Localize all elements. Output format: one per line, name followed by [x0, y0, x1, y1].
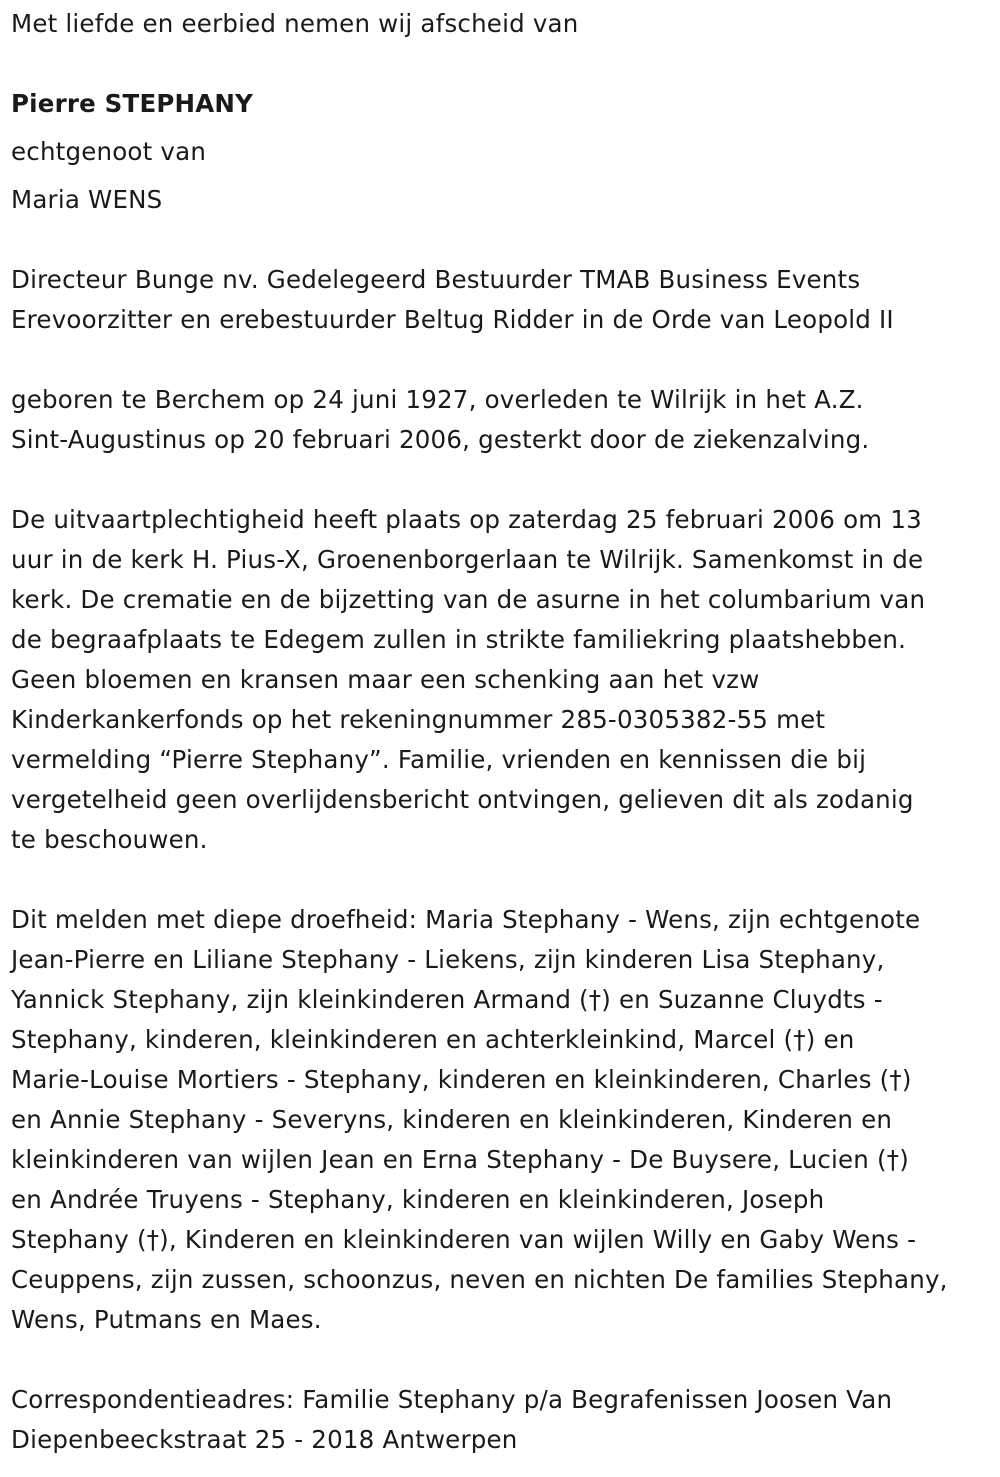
- address-line: Diepenbeeckstraat 25 - 2018 Antwerpen: [11, 1425, 518, 1454]
- family-line: Marie-Louise Mortiers - Stephany, kinderen en kleinkinderen, Charles (†): [11, 1065, 912, 1094]
- deceased-name: Pierre STEPHANY: [11, 89, 254, 118]
- spouse-name: Maria WENS: [11, 185, 163, 214]
- family-line: Yannick Stephany, zijn kleinkinderen Armand (†) en Suzanne Cluydts -: [11, 985, 883, 1014]
- funeral-line: vergetelheid geen overlijdensbericht ontvingen, gelieven dit als zodanig: [11, 785, 914, 814]
- family-line: Jean-Pierre en Liliane Stephany - Liekens, zijn kinderen Lisa Stephany,: [11, 945, 885, 974]
- funeral-line: uur in de kerk H. Pius-X, Groenenborgerlaan te Wilrijk. Samenkomst in de: [11, 545, 924, 574]
- spouse-label: echtgenoot van: [11, 137, 207, 166]
- funeral-line: De uitvaartplechtigheid heeft plaats op zaterdag 25 februari 2006 om 13: [11, 505, 922, 534]
- family-line: Ceuppens, zijn zussen, schoonzus, neven en nichten De families Stephany,: [11, 1265, 948, 1294]
- funeral-line: Kinderkankerfonds op het rekeningnummer 285-0305382-55 met: [11, 705, 826, 734]
- birth-death-line: geboren te Berchem op 24 juni 1927, overleden te Wilrijk in het A.Z.: [11, 385, 864, 414]
- family-line: Dit melden met diepe droefheid: Maria Stephany - Wens, zijn echtgenote: [11, 905, 921, 934]
- family-line: Wens, Putmans en Maes.: [11, 1305, 322, 1334]
- family-line: en Andrée Truyens - Stephany, kinderen en kleinkinderen, Joseph: [11, 1185, 825, 1214]
- funeral-line: vermelding “Pierre Stephany”. Familie, vrienden en kennissen die bij: [11, 745, 867, 774]
- funeral-line: te beschouwen.: [11, 825, 208, 854]
- address-line: Correspondentieadres: Familie Stephany p/a Begrafenissen Joosen Van: [11, 1385, 893, 1414]
- family-line: Stephany (†), Kinderen en kleinkinderen van wijlen Willy en Gaby Wens -: [11, 1225, 917, 1254]
- titles-line: Erevoorzitter en erebestuurder Beltug Ridder in de Orde van Leopold II: [11, 305, 894, 334]
- family-line: en Annie Stephany - Severyns, kinderen en kleinkinderen, Kinderen en: [11, 1105, 893, 1134]
- birth-death-line: Sint-Augustinus op 20 februari 2006, gesterkt door de ziekenzalving.: [11, 425, 870, 454]
- family-line: kleinkinderen van wijlen Jean en Erna Stephany - De Buysere, Lucien (†): [11, 1145, 909, 1174]
- family-line: Stephany, kinderen, kleinkinderen en achterkleinkind, Marcel (†) en: [11, 1025, 855, 1054]
- funeral-line: de begraafplaats te Edegem zullen in strikte familiekring plaatshebben.: [11, 625, 907, 654]
- intro-text: Met liefde en eerbied nemen wij afscheid van: [11, 9, 579, 38]
- funeral-line: Geen bloemen en kransen maar een schenking aan het vzw: [11, 665, 760, 694]
- funeral-line: kerk. De crematie en de bijzetting van de asurne in het columbarium van: [11, 585, 926, 614]
- titles-line: Directeur Bunge nv. Gedelegeerd Bestuurder TMAB Business Events: [11, 265, 861, 294]
